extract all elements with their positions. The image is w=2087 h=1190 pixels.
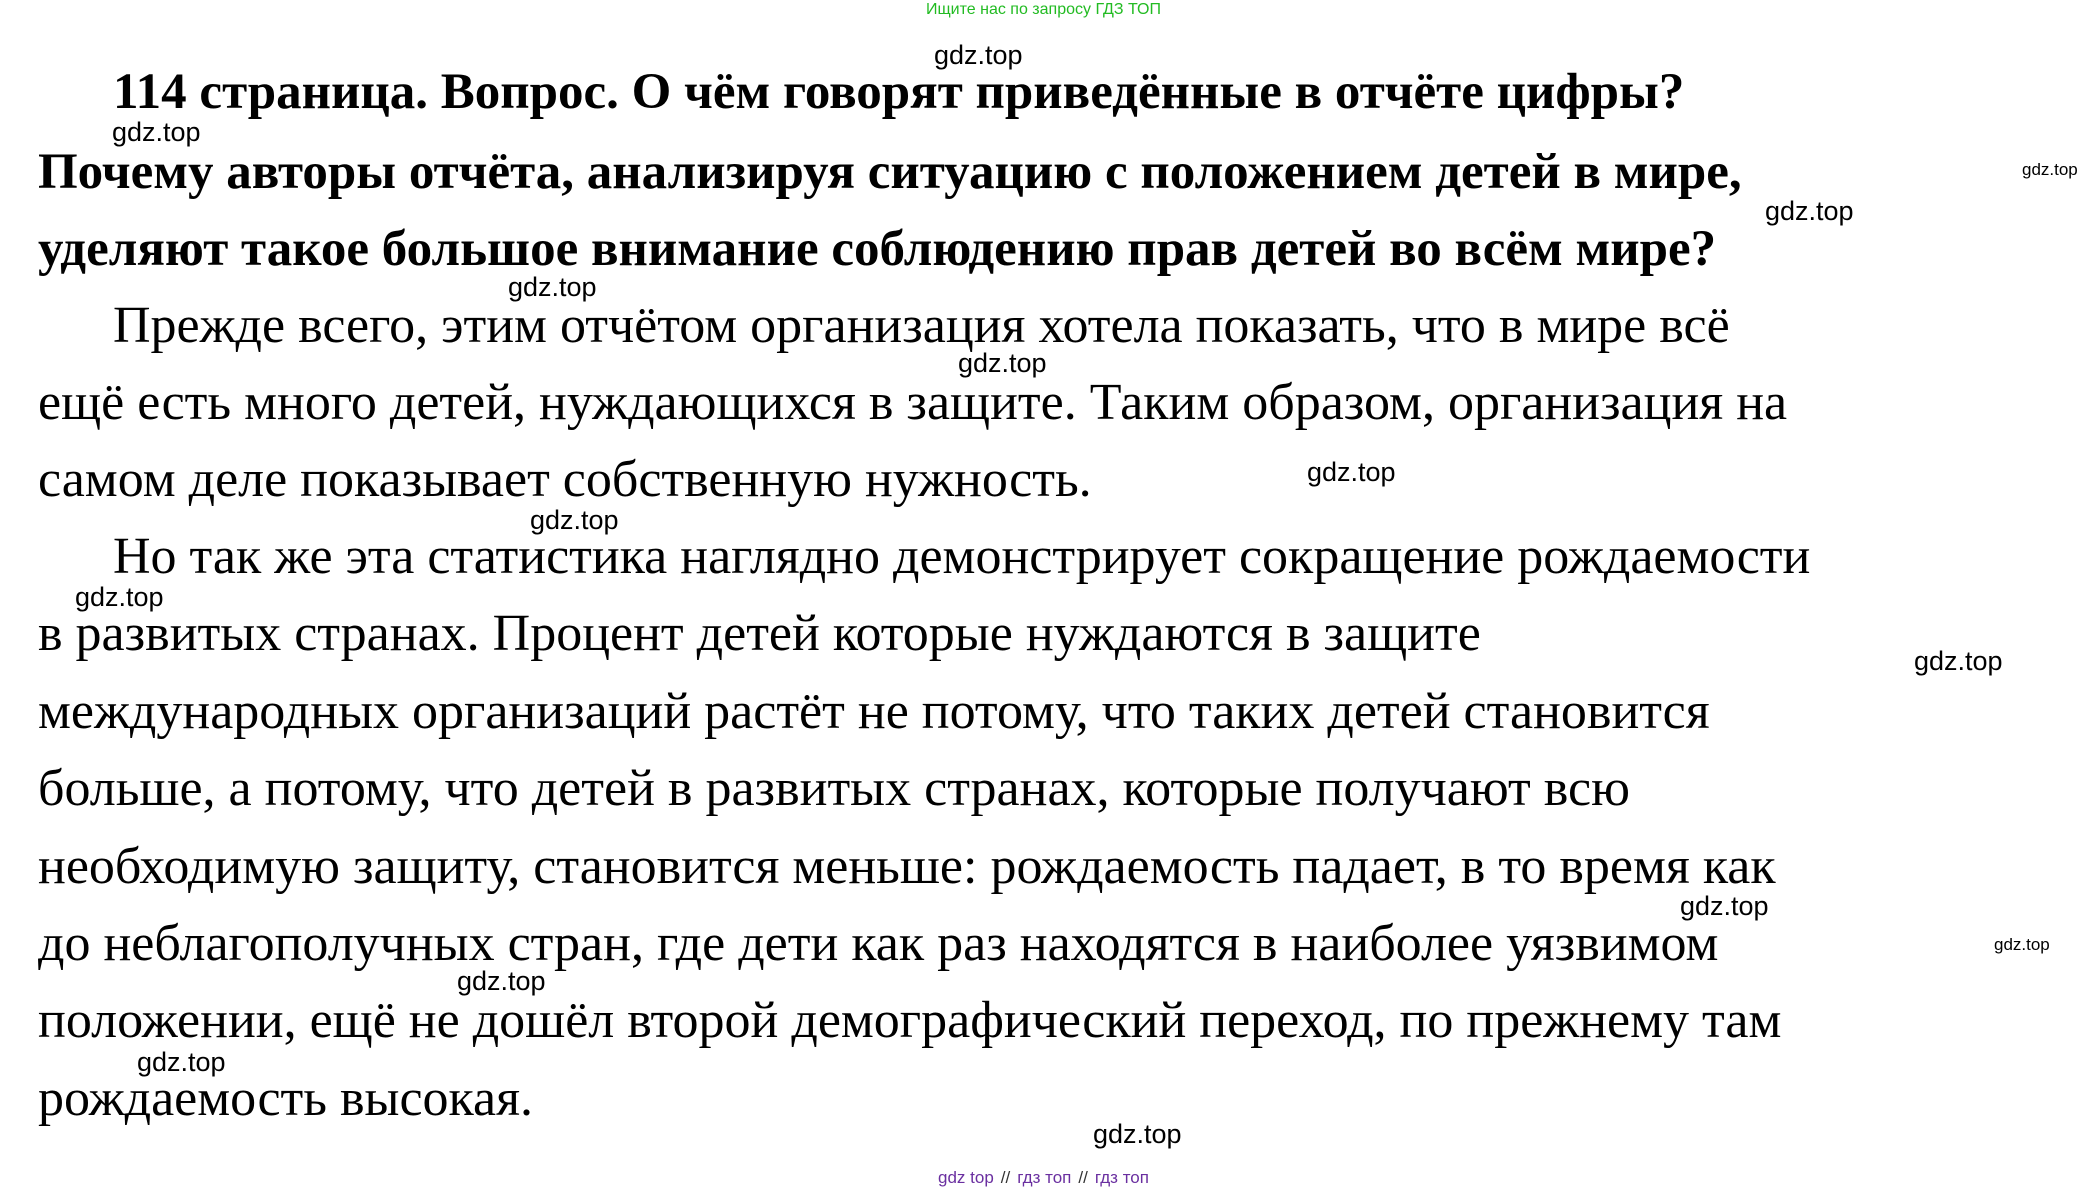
footer-link-gdz-top[interactable]: gdz top [938, 1168, 994, 1187]
question-line-2: Почему авторы отчёта, анализируя ситуацию с положением детей в мире, [38, 144, 1742, 200]
watermark: gdz.top [1765, 196, 1854, 226]
watermark: gdz.top [2022, 160, 2078, 179]
answer-p2-line-4: больше, а потому, что детей в развитых странах, которые получают всю [38, 760, 1630, 817]
watermark: gdz.top [112, 117, 201, 147]
answer-p1-line-2: ещё есть много детей, нуждающихся в защите. Таким образом, организация на [38, 374, 1788, 431]
footer-separator: // [1000, 1168, 1011, 1187]
watermark: gdz.top [1093, 1119, 1182, 1149]
question-line-1: 114 страница. Вопрос. О чём говорят приведённые в отчёте цифры? [113, 64, 1685, 120]
watermark: gdz.top [508, 272, 597, 302]
footer-link-gdz-top-ru-2[interactable]: гдз топ [1094, 1168, 1149, 1187]
answer-p1-line-1: Прежде всего, этим отчётом организация хотела показать, что в мире всё [113, 297, 1730, 354]
answer-p1-line-3: самом деле показывает собственную нужность. [38, 451, 1092, 508]
watermark: gdz.top [530, 505, 619, 535]
answer-p2-line-5: необходимую защиту, становится меньше: рождаемость падает, в то время как [38, 838, 1776, 895]
footer-separator: // [1078, 1168, 1088, 1187]
watermark: gdz.top [75, 582, 164, 612]
footer-links [0, 1168, 2087, 1188]
watermark: gdz.top [137, 1047, 226, 1077]
watermark: gdz.top [1307, 457, 1396, 487]
watermark: gdz.top [1994, 935, 2050, 954]
top-banner: Ищите нас по запросу ГДЗ ТОП [926, 1, 1161, 18]
watermark: gdz.top [1914, 646, 2003, 676]
answer-p2-line-8: рождаемость высокая. [38, 1070, 534, 1127]
answer-p2-line-3: международных организаций растёт не потому, что таких детей становится [38, 683, 1710, 740]
question-line-3: уделяют такое большое внимание соблюдению прав детей во всём мире? [38, 221, 1717, 277]
answer-p2-line-2: в развитых странах. Процент детей которые нуждаются в защите [38, 605, 1481, 662]
watermark: gdz.top [1680, 891, 1769, 921]
answer-p2-line-6: до неблагополучных стран, где дети как раз находятся в наиболее уязвимом [38, 915, 1719, 972]
answer-p2-line-1: Но так же эта статистика наглядно демонстрирует сокращение рождаемости [113, 528, 1811, 585]
watermark: gdz.top [958, 348, 1047, 378]
footer-link-gdz-top-ru[interactable]: гдз топ [1017, 1168, 1072, 1187]
watermark: gdz.top [457, 966, 546, 996]
watermark: gdz.top [934, 40, 1023, 70]
answer-p2-line-7: положении, ещё не дошёл второй демографический переход, по прежнему там [38, 992, 1782, 1049]
